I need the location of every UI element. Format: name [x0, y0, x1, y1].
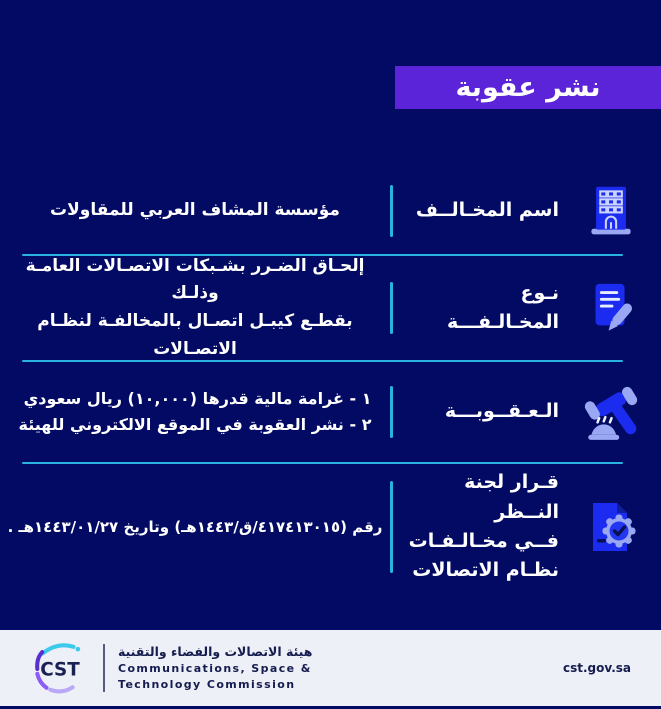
row-penalty [0, 362, 661, 462]
row-label-line: قـرار لجنة النــظر [464, 471, 559, 523]
website-url: cst.gov.sa [562, 661, 631, 675]
row-icon-cell [561, 381, 661, 443]
row-content-line: ٢ - نشر العقوبة في الموقع الالكتروني للهيئة [18, 415, 372, 434]
row-label-line: نظـام الاتصالات [412, 559, 559, 582]
vertical-divider [390, 282, 393, 334]
footer-logo-divider [103, 644, 105, 692]
row-content [0, 253, 390, 363]
info-rows [0, 168, 661, 590]
row-content-line: ١ - غرامة مالية قدرها (١٠,٠٠٠) ريال سعودي [23, 389, 372, 409]
building-icon [583, 183, 639, 239]
gavel-icon [580, 381, 642, 443]
row-content [0, 515, 390, 539]
banner-title [395, 66, 661, 109]
document-gear-check-icon [581, 497, 641, 557]
row-label-line: نـوع المخـالـفـــة [446, 281, 559, 333]
org-name-english-line1: Communications, Space & [118, 661, 312, 675]
row-content-line: مؤسسة المشاف العربي للمقاولات [50, 200, 340, 221]
row-label-line: فــي مخـالـفـات [408, 530, 559, 552]
vertical-divider [390, 185, 393, 237]
row-violation-type [0, 256, 661, 360]
row-label-line: الـعـقــوبـــة [444, 400, 559, 423]
row-content-line: إلحـاق الضـرر بشـبكات الاتصـالات العامـة وذلـك [25, 255, 365, 304]
org-name-block [118, 643, 312, 692]
row-content-line: بقطـع كيبـل اتصـال بالمخالفـة لنظـام الاتصـالات [37, 311, 353, 359]
row-icon-cell [561, 183, 661, 239]
org-name-arabic: هيئة الاتصالات والفضاء والتقنية [118, 644, 313, 660]
row-violator-name [0, 168, 661, 254]
cst-logo [30, 640, 90, 696]
row-label [393, 397, 561, 426]
banner-title-text: نشر عقوبة [455, 72, 601, 103]
row-label [393, 279, 561, 338]
footer [0, 630, 661, 706]
row-label [393, 196, 561, 225]
document-pen-icon [582, 279, 640, 337]
vertical-divider [390, 481, 393, 573]
row-icon-cell [561, 497, 661, 557]
vertical-divider [390, 386, 393, 438]
row-content-line: رقم (٤١٧٤١٣٠١٥/ق/١٤٤٣هـ) وتاريخ ١٤٤٣/٠١/٢٧هـ . [7, 517, 383, 536]
row-content [0, 386, 390, 438]
row-content [0, 197, 390, 225]
row-committee-decision [0, 464, 661, 590]
row-label-line: اسم المخـالــف [415, 199, 559, 222]
org-name-english-line2: Technology Commission [118, 677, 296, 691]
row-label [393, 468, 561, 586]
row-icon-cell [561, 279, 661, 337]
cst-logo-text: CST [40, 659, 80, 681]
